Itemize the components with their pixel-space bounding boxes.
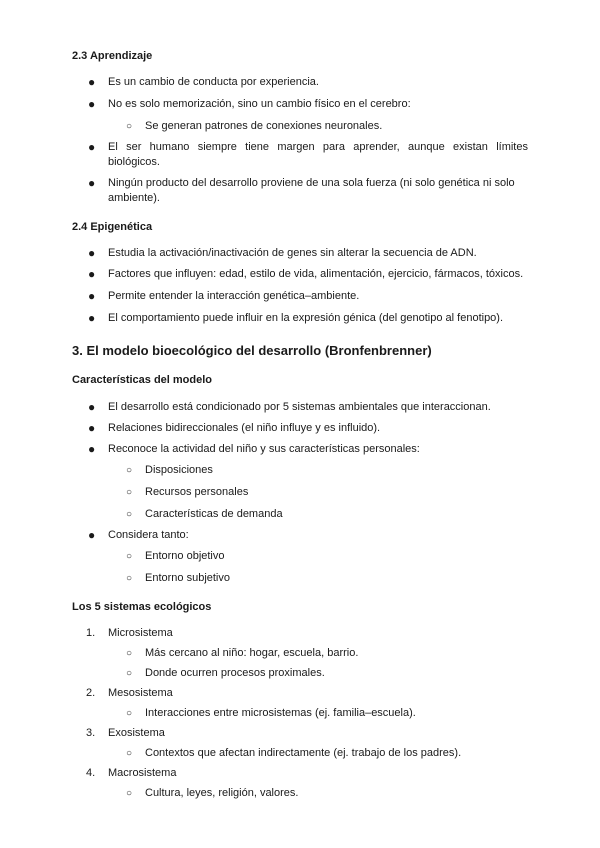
list-item: Es un cambio de conducta por experiencia. xyxy=(108,76,319,88)
sub-list-item: Entorno objetivo xyxy=(145,550,225,562)
bullet-icon: ● xyxy=(88,267,96,281)
circle-bullet-icon: ○ xyxy=(126,487,133,498)
heading-sistemas-ecologicos: Los 5 sistemas ecológicos xyxy=(72,601,212,613)
list-item: El desarrollo está condicionado por 5 sistemas ambientales que interaccionan. xyxy=(108,401,491,413)
bullet-icon: ● xyxy=(88,75,96,89)
list-item: Estudia la activación/inactivación de genes sin alterar la secuencia de ADN. xyxy=(108,247,477,259)
bullet-icon: ● xyxy=(88,311,96,325)
heading-aprendizaje: 2.3 Aprendizaje xyxy=(72,50,153,62)
sub-list-item: Entorno subjetivo xyxy=(145,572,230,584)
list-item: Reconoce la actividad del niño y sus características personales: xyxy=(108,443,420,455)
list-number: 2. xyxy=(86,687,96,699)
numbered-item: Mesosistema xyxy=(108,687,173,699)
sub-list-item: Interacciones entre microsistemas (ej. familia–escuela). xyxy=(145,707,416,719)
sub-list-item: Más cercano al niño: hogar, escuela, barrio. xyxy=(145,647,359,659)
heading-modelo-bioecologico: 3. El modelo bioecológico del desarrollo (Bronfenbrenner) xyxy=(72,343,432,358)
sub-list-item: Contextos que afectan indirectamente (ej. trabajo de los padres). xyxy=(145,747,462,759)
numbered-item: Macrosistema xyxy=(108,767,177,779)
list-item: No es solo memorización, sino un cambio físico en el cerebro: xyxy=(108,98,411,110)
list-number: 1. xyxy=(86,627,96,639)
circle-bullet-icon: ○ xyxy=(126,551,133,562)
circle-bullet-icon: ○ xyxy=(126,465,133,476)
circle-bullet-icon: ○ xyxy=(126,573,133,584)
bullet-icon: ● xyxy=(88,528,96,542)
list-item: Relaciones bidireccionales (el niño influye y es influido). xyxy=(108,422,381,434)
sub-list-item: Donde ocurren procesos proximales. xyxy=(145,667,325,679)
list-item: Permite entender la interacción genética–ambiente. xyxy=(108,290,360,302)
circle-bullet-icon: ○ xyxy=(126,708,133,719)
numbered-item: Microsistema xyxy=(108,627,173,639)
bullet-icon: ● xyxy=(88,442,96,456)
list-number: 3. xyxy=(86,727,96,739)
bullet-icon: ● xyxy=(88,140,96,154)
heading-epigenetica: 2.4 Epigenética xyxy=(72,221,153,233)
bullet-icon: ● xyxy=(88,400,96,414)
list-item: Ningún producto del desarrollo proviene de una sola fuerza (ni solo genética ni solo ambiente). xyxy=(108,177,515,204)
circle-bullet-icon: ○ xyxy=(126,748,133,759)
bullet-icon: ● xyxy=(88,176,96,190)
sub-list-item: Cultura, leyes, religión, valores. xyxy=(145,787,299,799)
bullet-icon: ● xyxy=(88,246,96,260)
list-item: El ser humano siempre tiene margen para aprender, aunque existan límites biológicos. xyxy=(108,141,528,168)
numbered-item: Exosistema xyxy=(108,727,165,739)
bullet-icon: ● xyxy=(88,289,96,303)
sub-list-item: Se generan patrones de conexiones neuronales. xyxy=(145,120,383,132)
list-item: Considera tanto: xyxy=(108,529,189,541)
list-item: El comportamiento puede influir en la expresión génica (del genotipo al fenotipo). xyxy=(108,312,504,324)
bullet-icon: ● xyxy=(88,97,96,111)
list-number: 4. xyxy=(86,767,96,779)
sub-list-item: Características de demanda xyxy=(145,508,283,520)
sub-list-item: Recursos personales xyxy=(145,486,249,498)
circle-bullet-icon: ○ xyxy=(126,121,133,132)
circle-bullet-icon: ○ xyxy=(126,668,133,679)
circle-bullet-icon: ○ xyxy=(126,648,133,659)
list-item: Factores que influyen: edad, estilo de vida, alimentación, ejercicio, fármacos, tóxicos. xyxy=(108,268,524,280)
heading-caracteristicas: Características del modelo xyxy=(72,374,213,386)
circle-bullet-icon: ○ xyxy=(126,788,133,799)
bullet-icon: ● xyxy=(88,421,96,435)
sub-list-item: Disposiciones xyxy=(145,464,213,476)
circle-bullet-icon: ○ xyxy=(126,509,133,520)
